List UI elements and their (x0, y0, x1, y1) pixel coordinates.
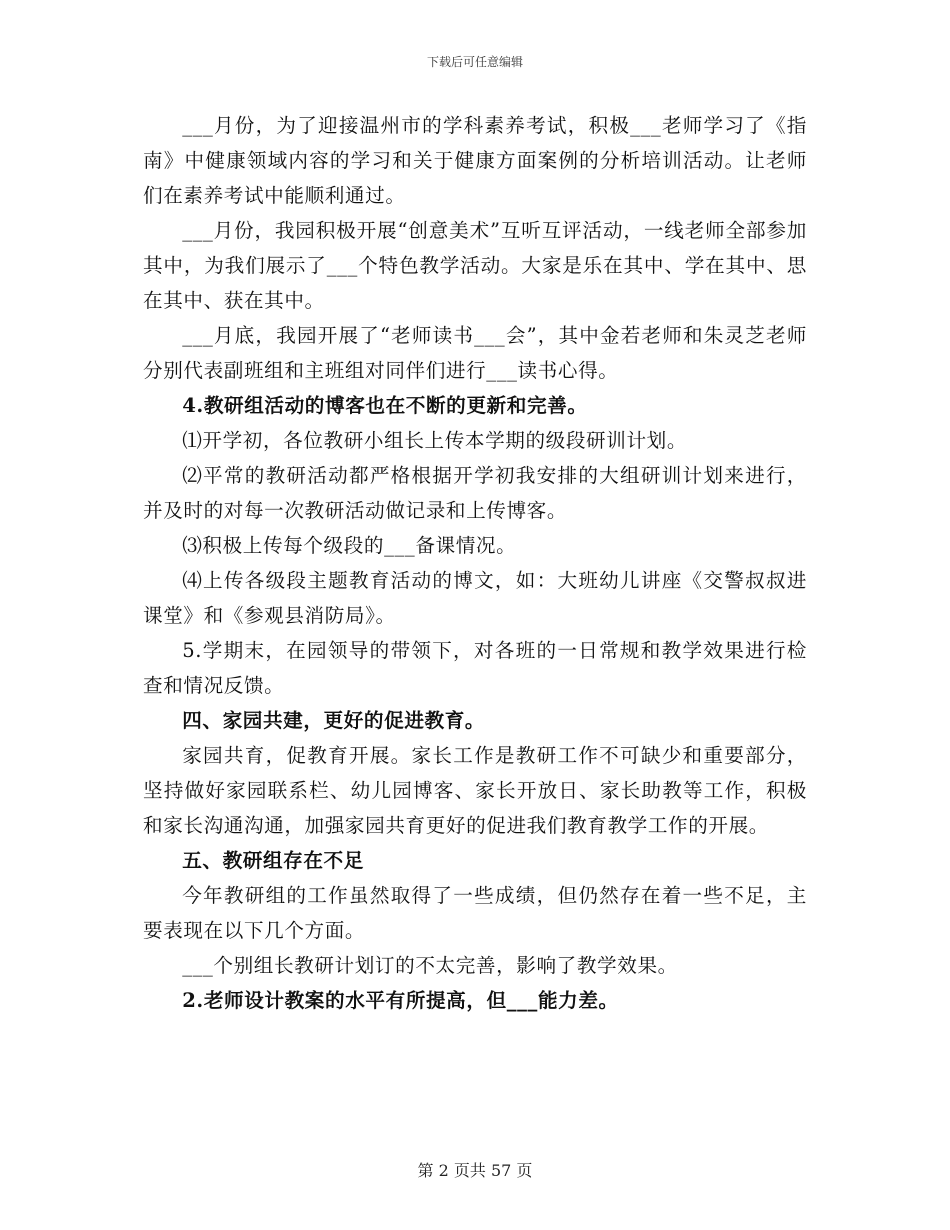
list-item: ⑵平常的教研活动都严格根据开学初我安排的大组研训计划来进行，并及时的对每一次教研活动做记录和上传博客。 (143, 464, 807, 522)
section-heading: 四、家园共建，更好的促进教育。 (182, 709, 486, 732)
section-heading: 4.教研组活动的博客也在不断的更新和完善。 (182, 394, 588, 417)
list-item: ⑶积极上传每个级段的___备课情况。 (182, 534, 517, 557)
section-heading: 2.老师设计教案的水平有所提高，但___能力差。 (182, 989, 619, 1012)
document-body (143, 108, 807, 1018)
paragraph: 今年教研组的工作虽然取得了一些成绩，但仍然存在着一些不足，主要表现在以下几个方面。 (143, 884, 807, 942)
list-item: ⑷上传各级段主题教育活动的博文，如：大班幼儿讲座《交警叔叔进课堂》和《参观县消防局》。 (143, 569, 807, 627)
paragraph: 家园共育，促教育开展。家长工作是教研工作不可缺少和重要部分，坚持做好家园联系栏、幼儿园博客、家长开放日、家长助教等工作，积极和家长沟通沟通，加强家园共育更好的促进我们教育教学工作的开展。 (143, 744, 807, 837)
paragraph: 5.学期末，在园领导的带领下，对各班的一日常规和教学效果进行检查和情况反馈。 (143, 639, 807, 697)
page-header: 下载后可任意编辑 (426, 55, 523, 69)
paragraph: ___个别组长教研计划订的不太完善，影响了教学效果。 (182, 954, 678, 977)
paragraph: ___月份，我园积极开展“创意美术”互听互评活动，一线老师全部参加其中，为我们展示了___个特色教学活动。大家是乐在其中、学在其中、思在其中、获在其中。 (143, 219, 807, 312)
paragraph: ___月底，我园开展了“老师读书___会”，其中金若老师和朱灵芝老师分别代表副班组和主班组对同伴们进行___读书心得。 (143, 324, 807, 382)
paragraph: ___月份，为了迎接温州市的学科素养考试，积极___老师学习了《指南》中健康领域内容的学习和关于健康方面案例的分析培训活动。让老师们在素养考试中能顺利通过。 (143, 114, 807, 207)
page-footer: 第 2 页共 57 页 (417, 1161, 533, 1180)
section-heading: 五、教研组存在不足 (182, 849, 364, 872)
list-item: ⑴开学初，各位教研小组长上传本学期的级段研训计划。 (182, 429, 688, 452)
